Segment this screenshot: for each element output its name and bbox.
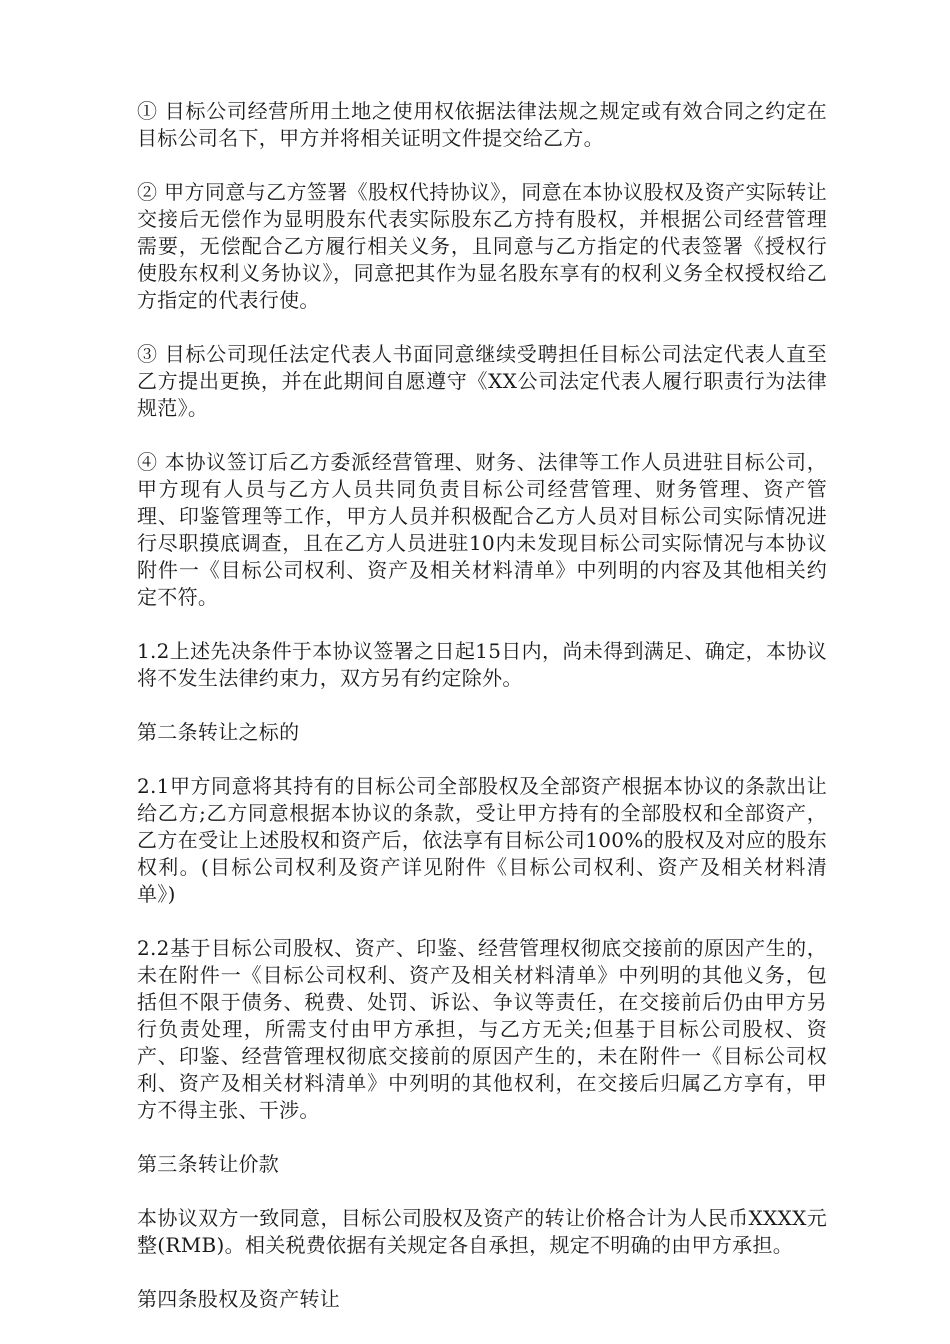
clause-condition-3: ③ 目标公司现任法定代表人书面同意继续受聘担任目标公司法定代表人直至乙方提出更换，并在此期间自愿遵守《XX公司法定代表人履行职责行为法律规范》。 — [137, 342, 827, 420]
document-body — [137, 98, 827, 1340]
clause-1-2: 1.2上述先决条件于本协议签署之日起15日内，尚未得到满足、确定，本协议将不发生法律约束力，双方另有约定除外。 — [137, 639, 827, 690]
clause-2-1: 2.1甲方同意将其持有的目标公司全部股权及全部资产根据本协议的条款出让给乙方;乙方同意根据本协议的条款，受让甲方持有的全部股权和全部资产，乙方在受让上述股权和资产后，依法享有目标公司100%的股权及对应的股东权利。(目标公司权利及资产详见附件《目标公司权利、资产及相关材料清单》) — [137, 774, 827, 906]
clause-3-body: 本协议双方一致同意，目标公司股权及资产的转让价格合计为人民币XXXX元整(RMB)。相关税费依据有关规定各自承担，规定不明确的由甲方承担。 — [137, 1206, 827, 1257]
clause-2-2: 2.2基于目标公司股权、资产、印鉴、经营管理权彻底交接前的原因产生的，未在附件一《目标公司权利、资产及相关材料清单》中列明的其他义务，包括但不限于债务、税费、处罚、诉讼、争议等责任，在交接前后仍由甲方另行负责处理，所需支付由甲方承担，与乙方无关;但基于目标公司股权、资产、印鉴、经营管理权彻底交接前的原因产生的，未在附件一《目标公司权利、资产及相关材料清单》中列明的其他权利，在交接后归属乙方享有，甲方不得主张、干涉。 — [137, 936, 827, 1122]
article-4-heading: 第四条股权及资产转让 — [137, 1287, 340, 1311]
clause-condition-2: ② 甲方同意与乙方签署《股权代持协议》，同意在本协议股权及资产实际转让交接后无偿作为显明股东代表实际股东乙方持有股权，并根据公司经营管理需要，无偿配合乙方履行相关义务，且同意与乙方指定的代表签署《授权行使股东权利义务协议》，同意把其作为显名股东享有的权利义务全权授权给乙方指定的代表行使。 — [137, 180, 827, 312]
article-2-heading: 第二条转让之标的 — [137, 720, 300, 744]
clause-condition-4: ④ 本协议签订后乙方委派经营管理、财务、法律等工作人员进驻目标公司，甲方现有人员与乙方人员共同负责目标公司经营管理、财务管理、资产管理、印鉴管理等工作，甲方人员并积极配合乙方人员对目标公司实际情况进行尽职摸底调查，且在乙方人员进驻10内未发现目标公司实际情况与本协议附件一《目标公司权利、资产及相关材料清单》中列明的内容及其他相关约定不符。 — [137, 450, 827, 609]
article-3-heading: 第三条转让价款 — [137, 1152, 280, 1176]
clause-condition-1: ① 目标公司经营所用土地之使用权依据法律法规之规定或有效合同之约定在目标公司名下，甲方并将相关证明文件提交给乙方。 — [137, 99, 827, 150]
